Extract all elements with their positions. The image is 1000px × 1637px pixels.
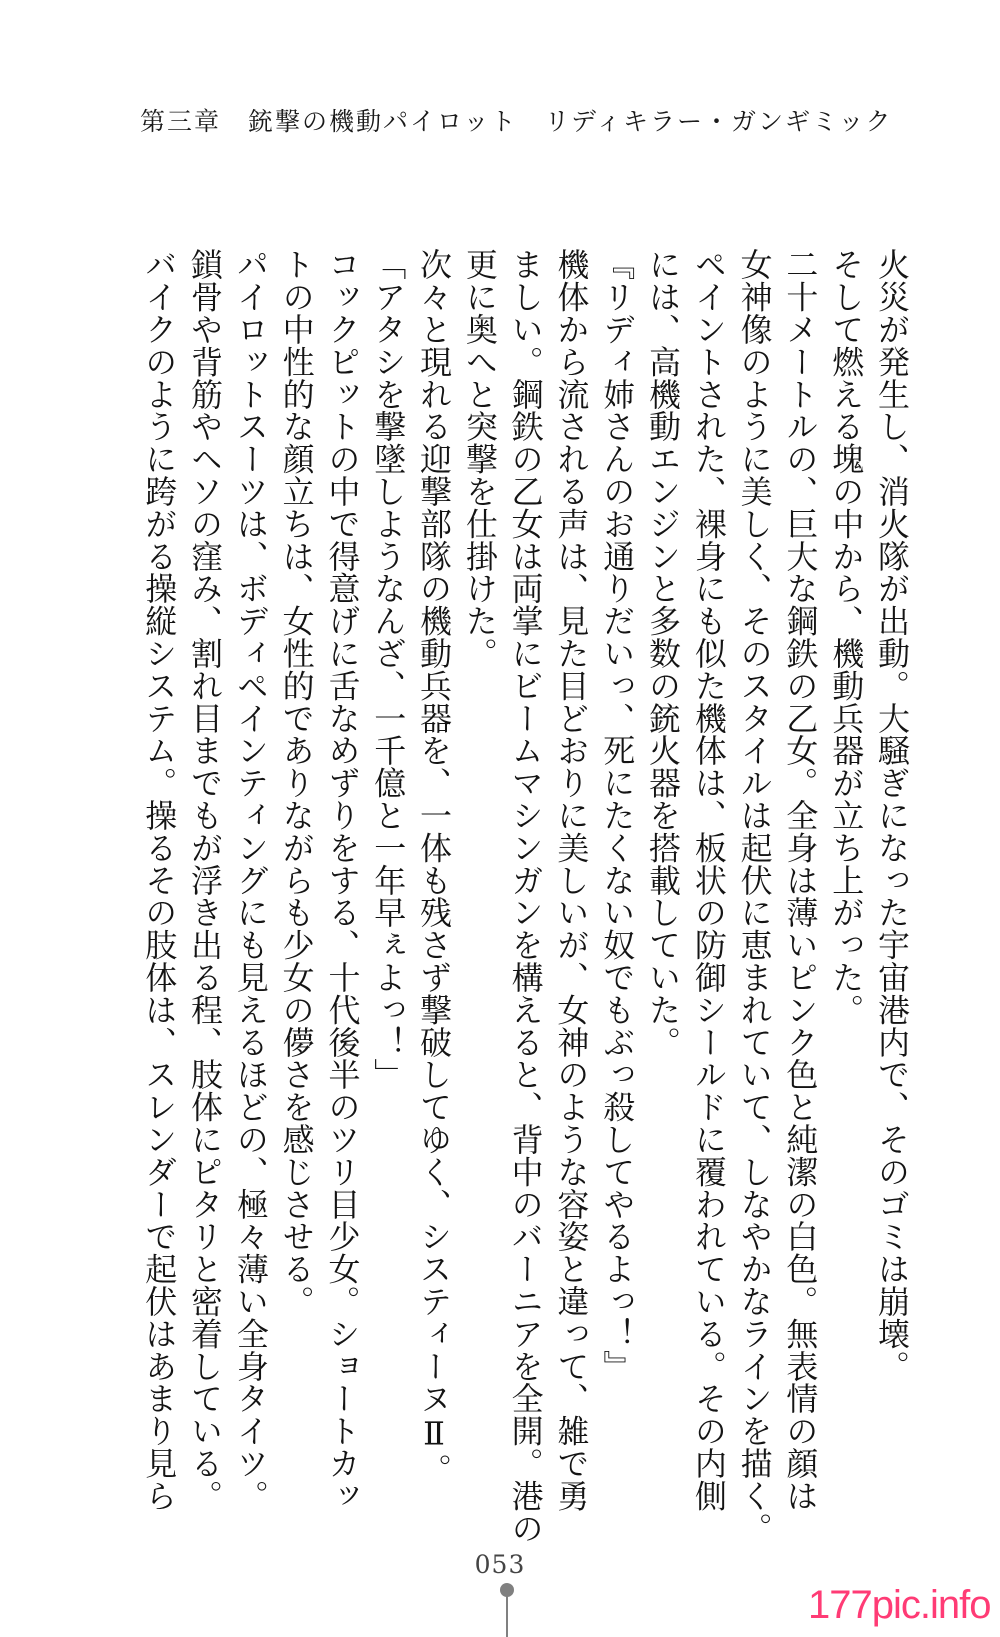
text-line-12: 「アタシを撃墜しようなんざ、一千億と一年早ぇよっ！」 <box>369 248 408 1091</box>
watermark: 177pic.info <box>808 1583 991 1627</box>
text-line-17: バイクのように跨がる操縦システム。操るその肢体は、スレンダーで起伏はあまり見ら <box>140 248 179 1512</box>
text-line-8: 機体から流される声は、見た目どおりに美しいが、女神のような容姿と違って、雑で勇 <box>552 248 591 1512</box>
text-line-5: ペイントされた、裸身にも似た機体は、板状の防御シールドに覆われている。その内側 <box>689 248 728 1512</box>
text-line-4: 女神像のように美しく、そのスタイルは起伏に恵まれていて、しなやかなラインを描く。 <box>735 248 774 1544</box>
text-line-6: には、高機動エンジンと多数の銃火器を搭載していた。 <box>644 248 683 1058</box>
page-marker-line <box>506 1595 508 1637</box>
text-line-13: コックピットの中で得意げに舌なめずりをする、十代後半のツリ目少女。ショートカッ <box>323 248 362 1512</box>
text-line-10: 更に奥へと突撃を仕掛けた。 <box>460 248 499 670</box>
text-line-14: トの中性的な顔立ちは、女性的でありながらも少女の儚さを感じさせる。 <box>277 248 316 1318</box>
text-line-3: 二十メートルの、巨大な鋼鉄の乙女。全身は薄いピンク色と純潔の白色。無表情の顔は <box>781 248 820 1512</box>
text-line-2: そして燃える塊の中から、機動兵器が立ち上がった。 <box>827 248 866 1026</box>
page-number: 053 <box>474 1550 526 1579</box>
text-line-16: 鎖骨や背筋やヘソの窪み、割れ目までもが浮き出る程、肢体にピタリと密着している。 <box>186 248 225 1512</box>
text-line-1: 火災が発生し、消火隊が出動。大騒ぎになった宇宙港内で、そのゴミは崩壊。 <box>873 248 911 1382</box>
running-head: 第三章 銃撃の機動パイロット リディキラー・ガンギミック <box>140 107 893 136</box>
text-line-15: パイロットスーツは、ボディペインティングにも見えるほどの、極々薄い全身タイツ。 <box>231 248 270 1512</box>
text-line-9: ましい。鋼鉄の乙女は両掌にビームマシンガンを構えると、背中のバーニアを全開。港の <box>506 248 545 1544</box>
text-line-7: 『リディ姉さんのお通りだいっ、死にたくない奴でもぶっ殺してやるよっ！』 <box>598 248 637 1382</box>
text-line-11: 次々と現れる迎撃部隊の機動兵器を、一体も残さず撃破してゆく、システィーヌⅡ。 <box>415 248 454 1486</box>
body-text <box>140 248 914 1544</box>
